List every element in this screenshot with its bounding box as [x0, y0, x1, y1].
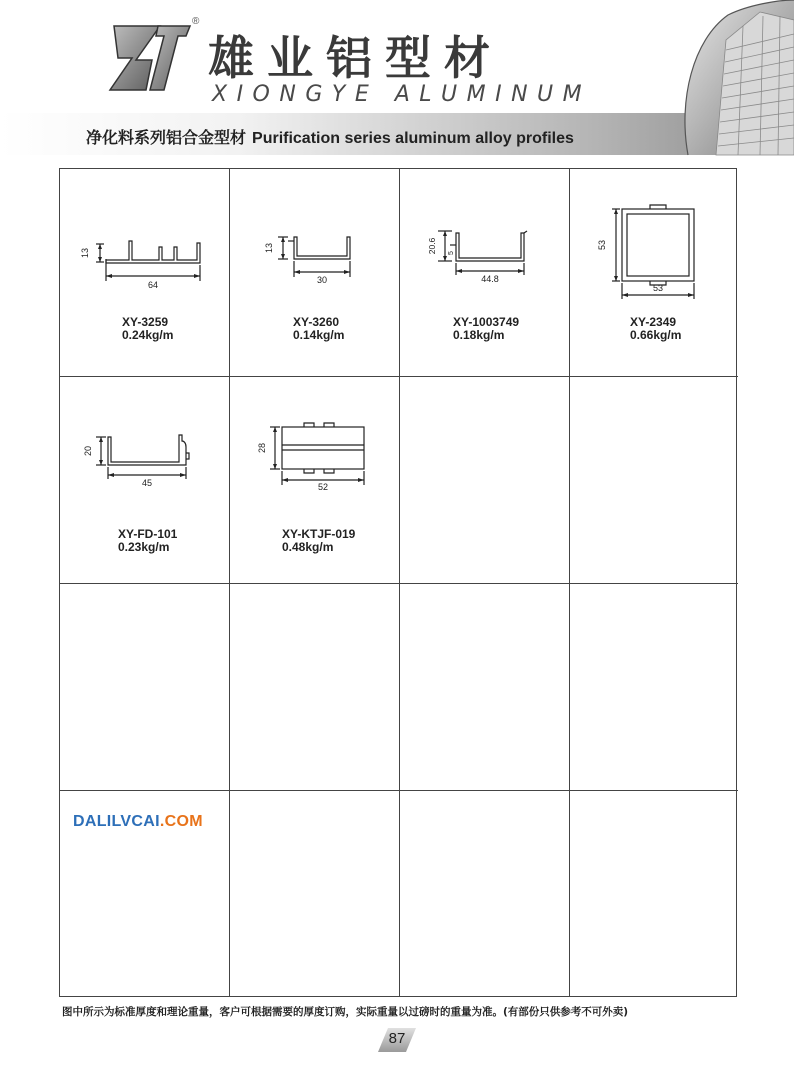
empty-cell	[400, 584, 570, 791]
profile-label	[282, 528, 355, 554]
profile-drawing	[254, 415, 374, 490]
dim-label: 13	[264, 242, 274, 254]
empty-cell	[400, 377, 570, 584]
profile-cell	[230, 377, 400, 584]
empty-cell	[400, 791, 570, 996]
profile-drawing	[264, 231, 359, 283]
profile-weight: 0.66kg/m	[630, 328, 682, 342]
brand-name-cn: 雄业铝型材	[208, 31, 503, 85]
section-title-en: Purification series aluminum alloy profiles	[252, 130, 574, 147]
profile-drawing	[428, 225, 538, 285]
dim-label: 45	[141, 478, 153, 488]
dim-label: 53	[597, 239, 607, 251]
dim-label: 53	[652, 283, 664, 293]
watermark-tld: .COM	[159, 813, 203, 830]
page-number-badge	[374, 1026, 420, 1054]
site-watermark	[73, 813, 203, 831]
profile-weight: 0.48kg/m	[282, 540, 334, 554]
profile-label	[630, 316, 681, 342]
profile-label	[453, 316, 519, 342]
page-header	[0, 0, 794, 160]
dim-label: 13	[80, 247, 90, 259]
dim-label: 5	[448, 251, 455, 255]
profile-grid	[59, 168, 737, 997]
registered-mark: ®	[192, 16, 200, 27]
profile-code: XY-2349	[630, 315, 677, 329]
profile-code: XY-3259	[122, 315, 169, 329]
empty-cell	[570, 791, 738, 996]
empty-cell	[570, 584, 738, 791]
profile-code: XY-3260	[293, 315, 340, 329]
profile-drawing	[84, 429, 204, 489]
empty-cell	[230, 791, 400, 996]
profile-cell	[60, 377, 230, 584]
section-title	[86, 125, 574, 148]
dim-label: 30	[316, 275, 328, 285]
watermark-domain: DALILVCAI	[73, 813, 160, 830]
profile-label	[122, 316, 173, 342]
dim-label: 44.8	[481, 274, 499, 284]
profile-weight: 0.24kg/m	[122, 328, 174, 342]
section-title-cn: 净化料系列铝合金型材	[86, 128, 247, 147]
dim-label: 64	[147, 280, 159, 290]
dim-label: 20	[83, 445, 93, 457]
building-photo	[668, 0, 794, 155]
profile-weight: 0.23kg/m	[118, 540, 170, 554]
profile-code: XY-1003749	[453, 315, 520, 329]
profile-label	[293, 316, 344, 342]
profile-code: XY-KTJF-019	[282, 527, 356, 541]
profile-label	[118, 528, 177, 554]
dim-label: 28	[257, 442, 267, 454]
dim-label: 52	[317, 482, 329, 492]
profile-cell	[400, 169, 570, 377]
profile-drawing	[82, 235, 217, 293]
dim-label: 20.6	[427, 237, 437, 255]
profile-weight: 0.14kg/m	[293, 328, 345, 342]
profile-cell	[60, 169, 230, 377]
xiongye-logo-icon	[106, 20, 192, 96]
profile-cell	[570, 169, 738, 377]
brand-name-en: XIONGYE ALUMINUM	[212, 82, 592, 107]
empty-cell	[230, 584, 400, 791]
footnote: 图中所示为标准厚度和理论重量，客户可根据需要的厚度订购，实际重量以过磅时的重量为准。(有部份只供参考不可外卖)	[62, 1006, 629, 1018]
profile-drawing	[592, 199, 712, 301]
profile-cell	[230, 169, 400, 377]
profile-weight: 0.18kg/m	[453, 328, 505, 342]
empty-cell	[570, 377, 738, 584]
profile-code: XY-FD-101	[118, 527, 178, 541]
page-number: 87	[388, 1030, 406, 1047]
empty-cell	[60, 584, 230, 791]
